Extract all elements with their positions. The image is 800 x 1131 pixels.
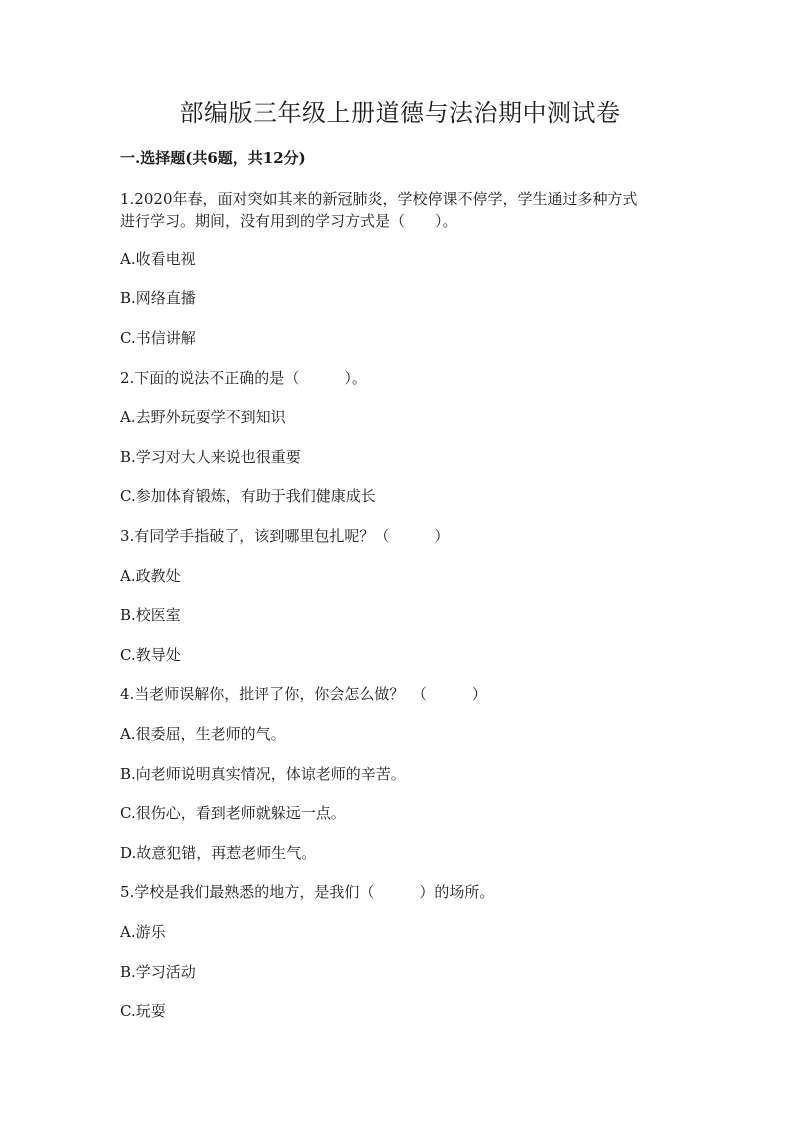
question-4-stem: 4.当老师误解你，批评了你，你会怎么做？ （ ） xyxy=(120,685,487,703)
question-2-option-a: A.去野外玩耍学不到知识 xyxy=(120,408,286,426)
question-1-option-a: A.收看电视 xyxy=(120,250,196,268)
question-1-stem-line-1: 1.2020年春，面对突如其来的新冠肺炎，学校停课不停学，学生通过多种方式 xyxy=(120,190,638,208)
question-5-option-b: B.学习活动 xyxy=(120,963,196,981)
question-2-option-b: B.学习对大人来说也很重要 xyxy=(120,448,301,466)
question-3-option-b: B.校医室 xyxy=(120,606,181,624)
question-2-stem: 2.下面的说法不正确的是（ ）。 xyxy=(120,369,367,387)
question-4-option-a: A.很委屈，生老师的气。 xyxy=(120,725,286,743)
page-title: 部编版三年级上册道德与法治期中测试卷 xyxy=(179,99,621,127)
question-3-option-c: C.教导处 xyxy=(120,646,181,664)
question-5-option-a: A.游乐 xyxy=(120,923,166,941)
question-3-stem: 3.有同学手指破了，该到哪里包扎呢？（ ） xyxy=(120,527,450,545)
question-4-option-d: D.故意犯错，再惹老师生气。 xyxy=(120,844,317,862)
question-3-option-a: A.政教处 xyxy=(120,567,181,585)
question-1-option-b: B.网络直播 xyxy=(120,289,196,307)
question-1-stem-line-2: 进行学习。期间，没有用到的学习方式是（ ）。 xyxy=(120,212,458,230)
question-4-option-c: C.很伤心，看到老师就躲远一点。 xyxy=(120,804,346,822)
question-5-stem: 5.学校是我们最熟悉的地方，是我们（ ）的场所。 xyxy=(120,883,495,901)
question-1-option-c: C.书信讲解 xyxy=(120,329,196,347)
question-5-option-c: C.玩耍 xyxy=(120,1002,166,1020)
section-heading: 一.选择题(共6题，共12分) xyxy=(120,149,306,167)
question-2-option-c: C.参加体育锻炼，有助于我们健康成长 xyxy=(120,487,376,505)
question-4-option-b: B.向老师说明真实情况，体谅老师的辛苦。 xyxy=(120,765,406,783)
